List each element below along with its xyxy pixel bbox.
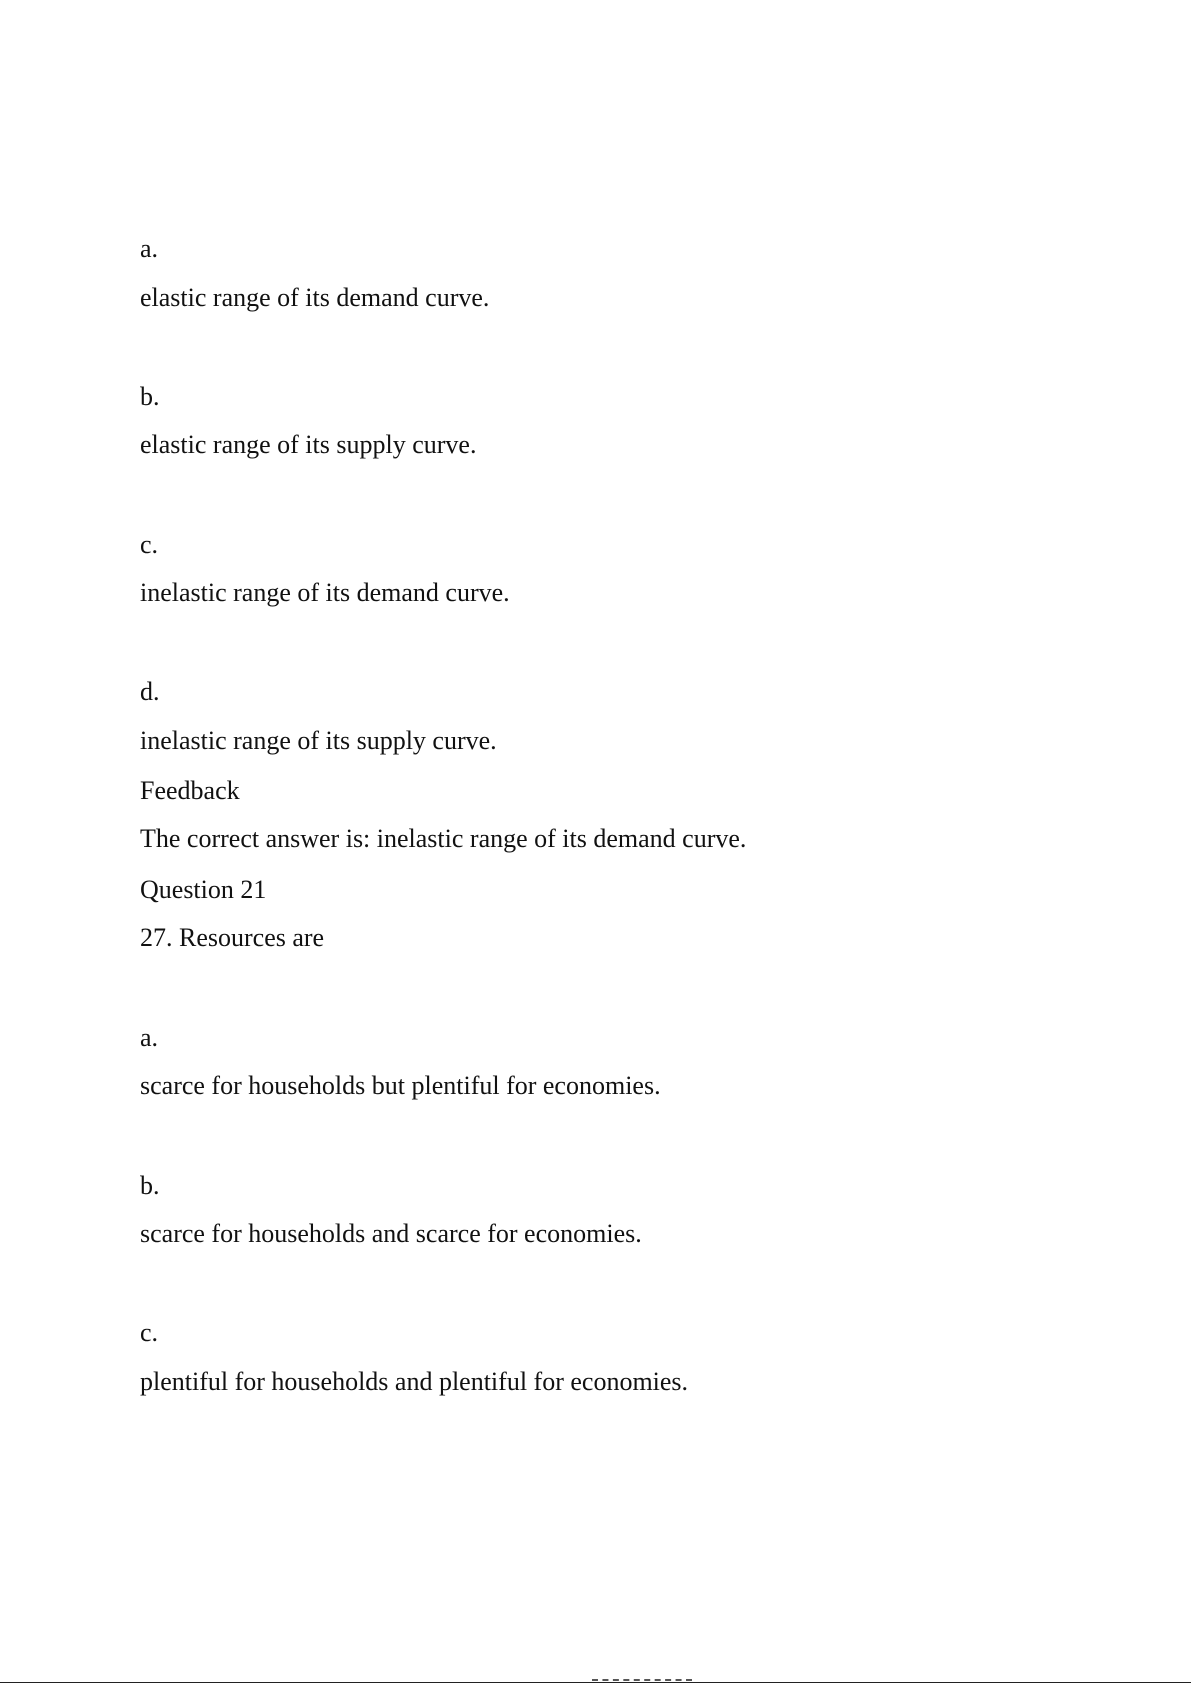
option-text-b: elastic range of its supply curve. <box>140 430 477 459</box>
question-heading: Question 21 <box>140 875 267 904</box>
q21-option-letter-c: c. <box>140 1318 159 1347</box>
q21-option-letter-b: b. <box>140 1171 160 1200</box>
feedback-heading: Feedback <box>140 776 240 805</box>
q21-option-text-a: scarce for households but plentiful for economies. <box>140 1071 661 1100</box>
page-bottom-dash <box>592 1679 692 1681</box>
option-letter-a: a. <box>140 234 159 263</box>
option-letter-d: d. <box>140 677 160 706</box>
page-bottom-rule <box>0 1682 1191 1683</box>
q21-option-text-b: scarce for households and scarce for economies. <box>140 1219 642 1248</box>
q21-option-text-c: plentiful for households and plentiful for economies. <box>140 1367 689 1396</box>
option-letter-b: b. <box>140 382 160 411</box>
option-text-c: inelastic range of its demand curve. <box>140 578 510 607</box>
feedback-text: The correct answer is: inelastic range of its demand curve. <box>140 824 747 853</box>
option-letter-c: c. <box>140 530 159 559</box>
question-prompt: 27. Resources are <box>140 923 325 952</box>
q21-option-letter-a: a. <box>140 1023 159 1052</box>
option-text-a: elastic range of its demand curve. <box>140 283 490 312</box>
option-text-d: inelastic range of its supply curve. <box>140 726 497 755</box>
